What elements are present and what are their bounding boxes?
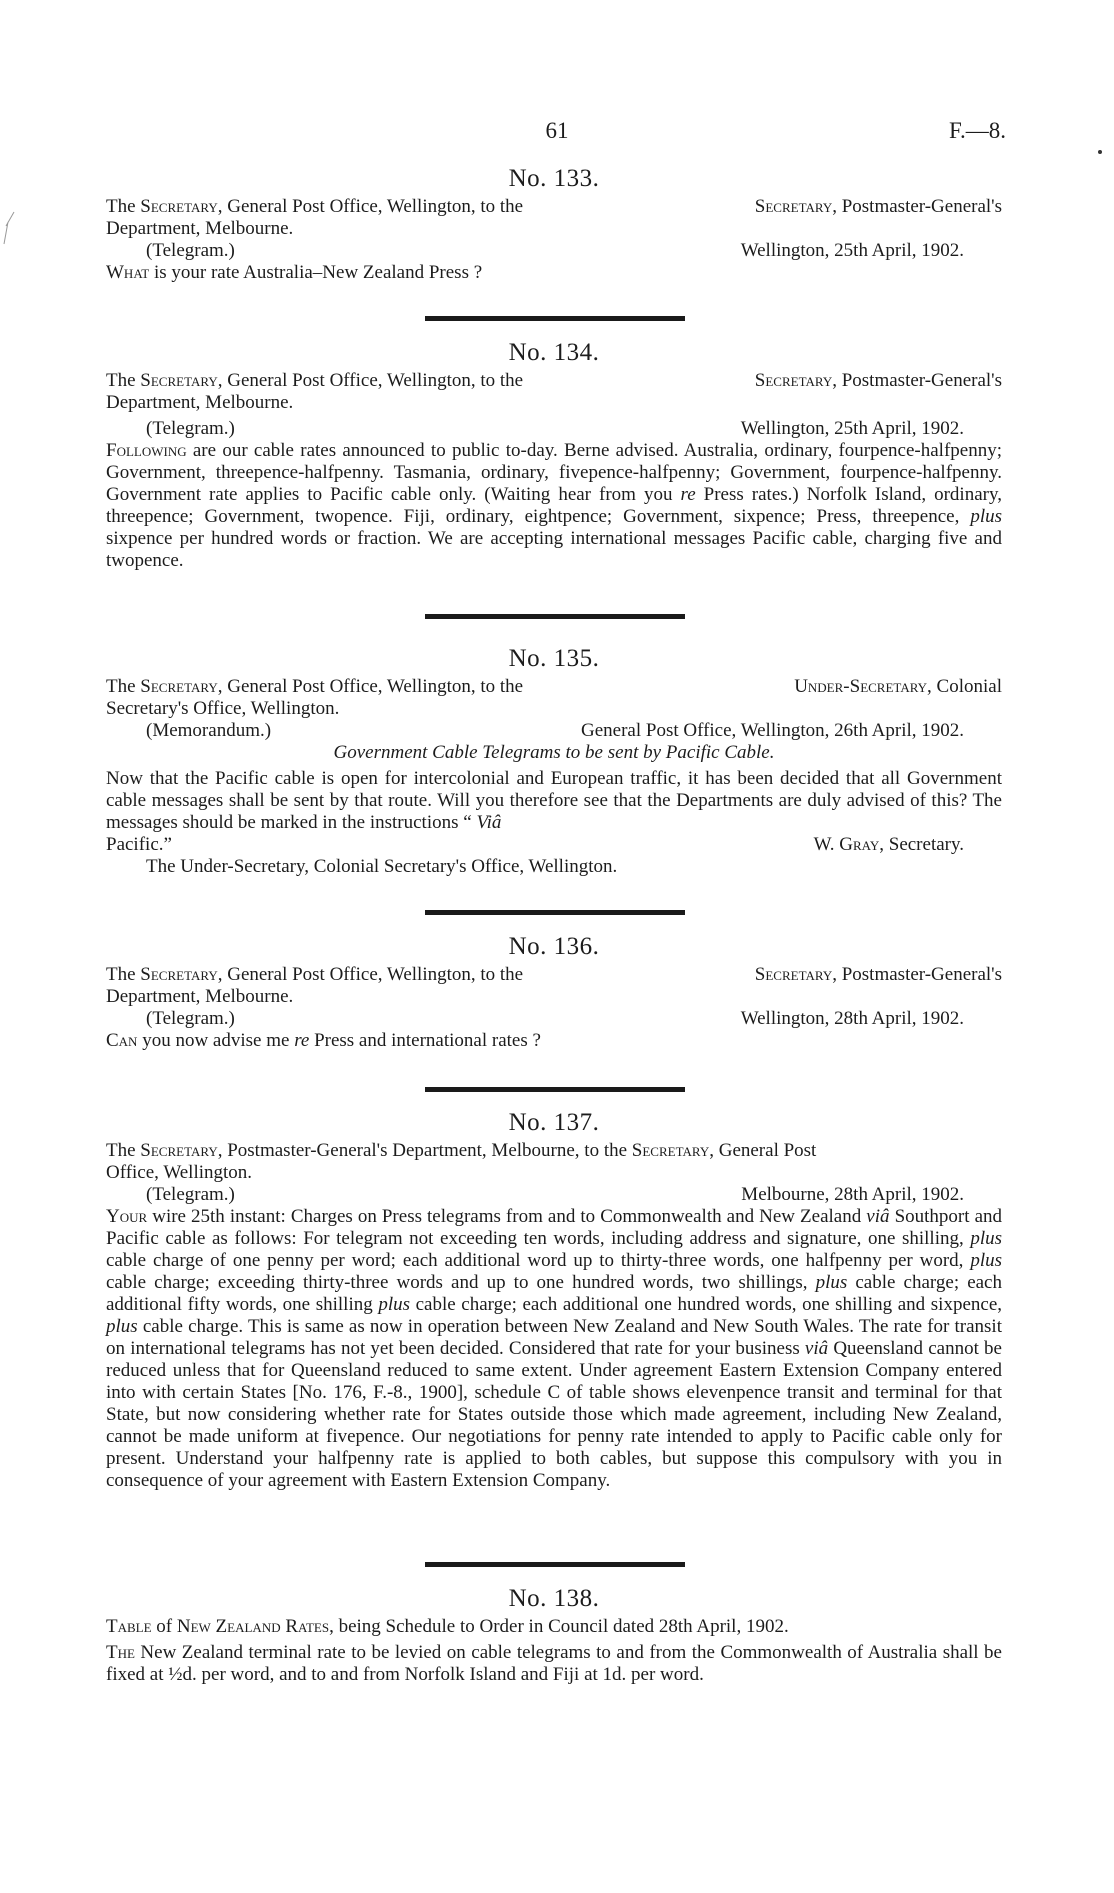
section-rule <box>425 614 685 619</box>
entry-138 <box>106 1585 1002 1686</box>
entry-number: No. 135. <box>508 645 600 672</box>
section-rule <box>425 316 685 321</box>
entry-meta <box>106 720 1002 742</box>
medium: (Telegram.) <box>146 418 235 439</box>
date: Wellington, 28th April, 1902. <box>740 1008 964 1029</box>
medium: (Telegram.) <box>146 1184 235 1205</box>
date: Wellington, 25th April, 1902. <box>740 240 964 261</box>
signature-row <box>106 834 1002 856</box>
header-to: Secretary, Postmaster-General's <box>754 196 1002 217</box>
header-line2: Department, Melbourne. <box>106 218 294 239</box>
entry-136 <box>106 933 1002 1052</box>
medium: (Telegram.) <box>146 240 235 261</box>
header-from: The Secretary, General Post Office, Wellington, to the <box>106 964 524 985</box>
entry-header <box>106 676 1002 720</box>
header-line1: The Secretary, Postmaster-General's Department, Melbourne, to the Secretary, General Post <box>106 1140 817 1161</box>
entry-header <box>106 370 1002 414</box>
entry-body: Now that the Pacific cable is open for intercolonial and European traffic, it has been decided that all Government cable messages shall be sent by that route. Will you therefore see that the Departments are duly advised of this? The messages should be marked in the instructions “ Viâ <box>106 768 1002 833</box>
section-rule <box>425 1562 685 1567</box>
header-to: Secretary, Postmaster-General's <box>754 964 1002 985</box>
entry-meta <box>106 240 1002 262</box>
date: General Post Office, Wellington, 26th April, 1902. <box>581 720 964 741</box>
body-end: Pacific.” <box>106 834 172 855</box>
entry-number: No. 133. <box>508 165 600 192</box>
entry-body: Your wire 25th instant: Charges on Press telegrams from and to Commonwealth and New Zealand viâ Southport and Pacific cable as follows: For telegram not exceeding ten words, including address and signature, one shilling, plus cable charge of one penny per word; each additional word up to thirty-three words, one halfpenny per word, plus cable charge; exceeding thirty-three words and up to one hundred words, two shillings, plus cable charge; each additional fifty words, one shilling plus cable charge; each additional one hundred words, one shilling and sixpence, plus cable charge. This is same as now in operation between New Zealand and New South Wales. The rate for transit on international telegrams has not yet been decided. Considered that rate for your business viâ Queensland cannot be reduced unless that for Queensland reduced to same extent. Under agreement Eastern Extension Company entered into with certain States [No. 176, F.-8., 1900], schedule C of table shows elevenpence transit and terminal for that State, but now considering whether rate for States outside those which made agreement, including New Zealand, cannot be made uniform at fivepence. Our negotiations for penny rate intended to apply to Pacific cable only for present. Understand your halfpenny rate is applied to both cables, but suppose this compulsory with you in consequence of your agreement with Eastern Extension Company. <box>106 1206 1003 1491</box>
header-to: Under-Secretary, Colonial <box>794 676 1002 697</box>
entry-135 <box>106 645 1002 878</box>
date: Melbourne, 28th April, 1902. <box>741 1184 964 1205</box>
entry-133 <box>106 165 1002 284</box>
date: Wellington, 25th April, 1902. <box>740 418 964 439</box>
entry-body: The New Zealand terminal rate to be levied on cable telegrams to and from the Commonwealth of Australia shall be fixed at ½d. per word, and to and from Norfolk Island and Fiji at 1d. per word. <box>106 1642 1002 1685</box>
entry-body: What is your rate Australia–New Zealand Press ? <box>106 262 483 283</box>
margin-dot <box>1098 150 1102 154</box>
entry-header <box>106 964 1002 1008</box>
header-from: The Secretary, General Post Office, Wellington, to the <box>106 676 524 697</box>
section-rule <box>425 910 685 915</box>
entry-137 <box>106 1109 1003 1492</box>
entry-number: No. 138. <box>508 1585 600 1612</box>
header-line2: Office, Wellington. <box>106 1162 253 1183</box>
medium: (Telegram.) <box>146 1008 235 1029</box>
entry-meta <box>106 418 1002 440</box>
entry-number: No. 137. <box>508 1109 600 1136</box>
signature: W. Gray, Secretary. <box>813 834 964 855</box>
entry-number: No. 136. <box>508 933 600 960</box>
entry-meta <box>106 1184 1002 1206</box>
addressee: The Under-Secretary, Colonial Secretary's Office, Wellington. <box>146 856 618 877</box>
page-number: 61 <box>545 118 569 143</box>
entry-body: Can you now advise me re Press and international rates ? <box>106 1030 541 1051</box>
margin-mark <box>0 208 30 248</box>
header-from: The Secretary, General Post Office, Wellington, to the <box>106 370 524 391</box>
header-line2: Secretary's Office, Wellington. <box>106 698 340 719</box>
header-line2: Department, Melbourne. <box>106 986 294 1007</box>
header-to: Secretary, Postmaster-General's <box>754 370 1002 391</box>
header-line2: Department, Melbourne. <box>106 392 294 413</box>
header-from: The Secretary, General Post Office, Wellington, to the <box>106 196 524 217</box>
entry-header <box>106 196 1002 240</box>
entry-body: Following are our cable rates announced to public to-day. Berne advised. Australia, ordinary, fourpence-halfpenny; Government, threepence-halfpenny. Tasmania, ordinary, fivepence-halfpenny; Government, fourpence-halfpenny. Government rate applies to Pacific cable only. (Waiting hear from you re Press rates.) Norfolk Island, ordinary, threepence; Government, twopence. Fiji, ordinary, eightpence; Government, sixpence; Press, threepence, plus sixpence per hundred words or fraction. We are accepting international messages Pacific cable, charging five and twopence. <box>106 440 1002 571</box>
entry-134 <box>106 339 1002 572</box>
entry-meta <box>106 1008 1002 1030</box>
medium: (Memorandum.) <box>146 720 272 741</box>
schedule-heading: Table of New Zealand Rates, being Schedule to Order in Council dated 28th April, 1902. <box>106 1616 789 1637</box>
entry-number: No. 134. <box>508 339 600 366</box>
section-rule <box>425 1087 685 1092</box>
page-reference: F.—8. <box>949 118 1006 143</box>
memo-title: Government Cable Telegrams to be sent by Pacific Cable. <box>333 742 775 763</box>
entry-header <box>106 1140 1002 1184</box>
